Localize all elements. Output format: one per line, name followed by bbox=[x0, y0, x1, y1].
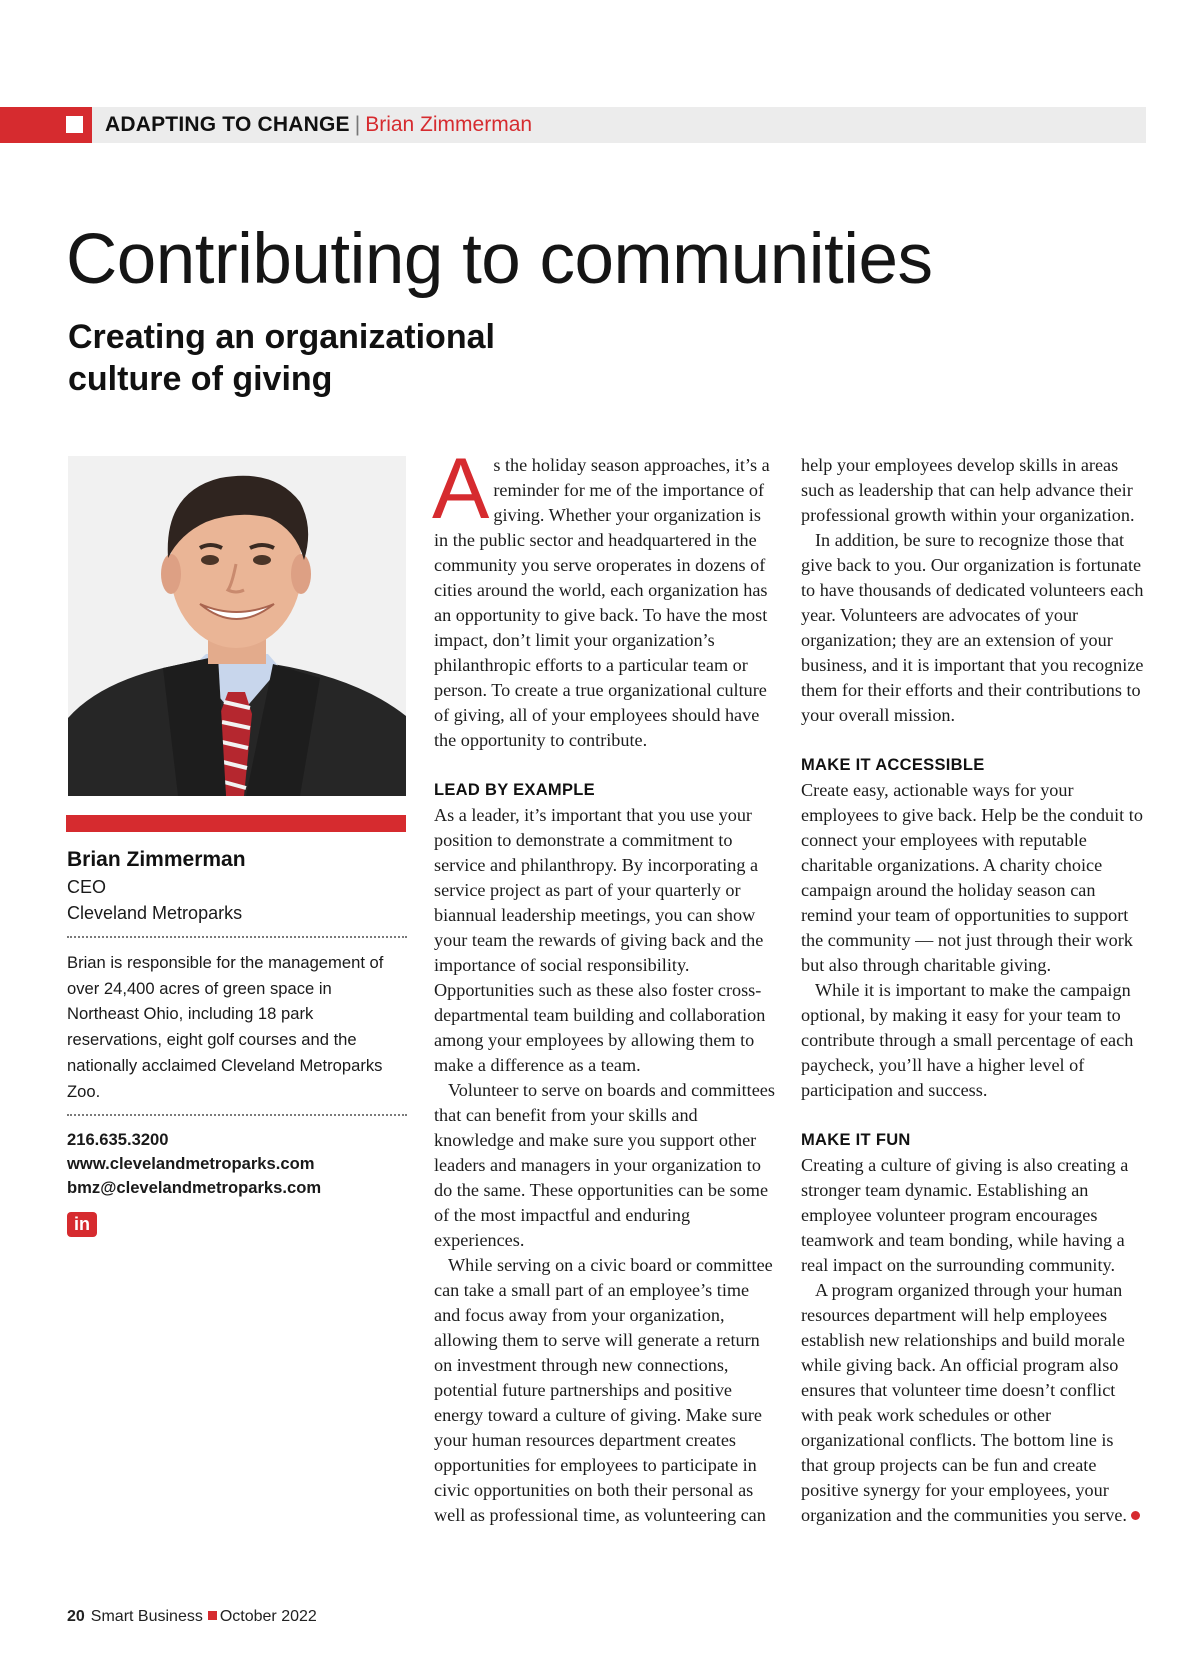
author-description: Brian is responsible for the management of over 24,400 acres of green space in Northeast Ohio, including 18 park reservations, eight golf courses and the nationally acclaimed Cleveland Metroparks Zoo. bbox=[67, 953, 384, 1101]
publication-name: Smart Business bbox=[90, 1608, 203, 1625]
section-header bbox=[105, 112, 532, 138]
footer-square-icon bbox=[208, 1611, 217, 1620]
author-contact bbox=[67, 1128, 407, 1200]
body-paragraph: Volunteer to serve on boards and committees that can benefit from your skills and knowledge and make sure you support other leaders and managers in your organization to do the same. These opportunities can be some of the most impactful and enduring experiences. bbox=[434, 1080, 775, 1250]
intro-paragraph: As the holiday season approaches, it’s a reminder for me of the importance of giving. Whether your organization is in the public sector and headquartered in the community you serve oroperates in dozens of cities around the world, each organization has an opportunity to give back. To have the most impact, don’t limit your organization’s philanthropic efforts to a particular team or person. To create a true organizational culture of giving, all of your employees should have the opportunity to contribute. bbox=[432, 441, 770, 750]
header-author: Brian Zimmerman bbox=[365, 113, 533, 136]
body-paragraph: In addition, be sure to recognize those that give back to you. Our organization is fortunate to have thousands of dedicated volunteers each year. Volunteers are advocates of your organization; they are an extension of your business, and it is important that you recognize them for their efforts and their contributions to your overall mission. bbox=[801, 530, 1144, 725]
section-marker-square bbox=[66, 116, 83, 133]
author-photo bbox=[68, 456, 406, 796]
body-paragraph: As a leader, it’s important that you use your position to demonstrate a commitment to service and philanthropy. By incorporating a service project as part of your quarterly or biannual leadership meetings, you can show your team the rewards of giving back and the importance of social responsibility. Opportunities such as these also foster cross-departmental team building and collaboration among your employees by allowing them to make a difference as a team. bbox=[434, 805, 766, 1075]
section-label: ADAPTING TO CHANGE bbox=[105, 113, 350, 136]
body-paragraph: While it is important to make the campaign optional, by making it easy for your team to contribute through a small percentage of each paycheck, you’ll have a higher level of participation and success. bbox=[801, 980, 1134, 1100]
author-phone: 216.635.3200 bbox=[67, 1130, 169, 1150]
body-paragraph-continued: help your employees develop skills in areas such as leadership that can help advance their professional growth within your organization. bbox=[801, 455, 1135, 525]
article-column-2 bbox=[801, 453, 1145, 1528]
issue-date: October 2022 bbox=[219, 1608, 317, 1625]
section-heading-lead-by-example: LEAD BY EXAMPLE bbox=[434, 781, 595, 799]
author-email-link[interactable]: bmz@clevelandmetroparks.com bbox=[67, 1178, 322, 1198]
author-role: CEO bbox=[67, 877, 107, 897]
closing-paragraph: A program organized through your human resources department will help employees establish new relationships and build morale while giving back. An official program also ensures that volunteer time doesn’t conflict with peak work schedules or other organizational conflicts. The bottom line is that group projects can be fun and create positive synergy for your employees, your organization and the communities you serve. bbox=[801, 1278, 1145, 1528]
author-portrait-illustration bbox=[68, 456, 406, 796]
page-footer bbox=[67, 1607, 317, 1627]
body-paragraph: Create easy, actionable ways for your employees to give back. Help be the conduit to connect your employees with reputable charitable organizations. A charity choice campaign around the holiday season can remind your team of opportunities to support the community — not just through their work but also through charitable giving. bbox=[801, 780, 1143, 975]
section-heading-make-it-fun: MAKE IT FUN bbox=[801, 1131, 911, 1149]
article-subtitle: Creating an organizational culture of giving bbox=[68, 318, 495, 398]
body-paragraph: While serving on a civic board or committee can take a small part of an employee’s time and focus away from your organization, allowing them to serve will generate a return on investment through new connections, potential future partnerships and positive energy toward a culture of giving. Make sure your human resources department creates opportunities for employees to participate in civic opportunities on both their personal as well as professional time, as volunteering can bbox=[434, 1255, 773, 1525]
header-separator: | bbox=[354, 113, 361, 136]
page-number: 20 bbox=[67, 1608, 85, 1625]
drop-cap: A bbox=[432, 441, 490, 537]
dotted-divider bbox=[67, 936, 407, 938]
author-name: Brian Zimmerman bbox=[67, 848, 246, 871]
body-paragraph: Creating a culture of giving is also creating a stronger team dynamic. Establishing an employee volunteer program encourages teamwork and team bonding, while having a real impact on the surrounding community. bbox=[801, 1155, 1129, 1275]
article-column-1 bbox=[432, 441, 778, 1528]
section-heading-make-it-accessible: MAKE IT ACCESSIBLE bbox=[801, 756, 985, 774]
author-bio bbox=[67, 846, 407, 1237]
end-mark-icon bbox=[1131, 1511, 1140, 1520]
author-box-rule bbox=[66, 815, 406, 832]
linkedin-icon[interactable]: in bbox=[67, 1212, 97, 1237]
dotted-divider bbox=[67, 1114, 407, 1116]
article-title: Contributing to communities bbox=[66, 220, 933, 299]
author-organization: Cleveland Metroparks bbox=[67, 903, 243, 923]
author-website-link[interactable]: www.clevelandmetroparks.com bbox=[67, 1154, 315, 1174]
